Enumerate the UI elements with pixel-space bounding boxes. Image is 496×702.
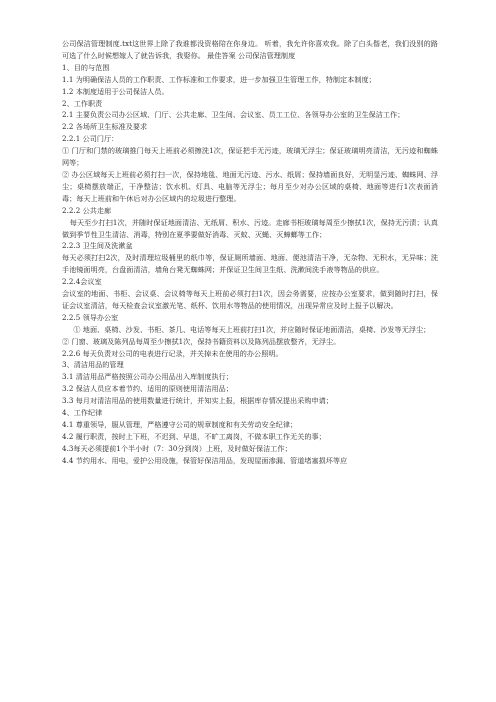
list-item-lobby-2: ② 办公区域每天上班前必须打扫一次，保持地毯、地面无污迹、污水、纸屑；保持墙面良好，无明显污迹、蜘蛛网、浮尘；桌椅摆放端正，干净整洁；饮水机、灯具、电脑等无浮尘；每月至少对办公区域的桌椅、地面等进行1次表面消毒；每天上班前和午休后对办公区域内的垃圾进行整理。 [62,169,438,203]
paragraph-4-4: 4.4 节约用水、用电，爱护公用设施，保管好保洁用品，发现屋面渗漏、管道堵塞损坏等应 [62,455,348,465]
paragraph-2-1: 2.1 主要负责公司办公区域、门厅、公共走廊、卫生间、会议室、员工工位、各领导办公室的卫生保洁工作； [62,110,405,120]
paragraph-3-1: 3.1 清洁用品严格按照公司办公用品出入库制度执行； [62,372,233,382]
paragraph-1-1: 1.1 为明确保洁人员的工作职责、工作标准和工作要求，进一步加强卫生管理工作，特制定本制度； [62,74,376,84]
paragraph-restroom: 每天必须打扫2次，及时清理垃圾桶里的纸巾等，保证厕所墙面、地面、便池清洁干净，无杂物、无积水，无异味；洗手池镜面明亮，台盘面清洁，墙角台凳无蜘蛛网；并保证卫生间卫生纸、洗漱间洗手液等物品的供应。 [62,253,438,275]
paragraph-2-2-6: 2.2.6 每天负责对公司的电表进行记录，并关掉未在使用的办公照明。 [62,348,283,358]
list-item-office-2: ② 门窗、玻璃及陈列品每周至少擦拭1次，保持书籍资料以及陈列品摆放整齐，无浮尘。 [62,336,341,346]
section-heading-4: 4、工作纪律 [62,408,103,418]
paragraph-3-3: 3.3 每月对清洁用品的使用数量进行统计，并知实上报，根据库存情况提出采购申请； [62,396,333,406]
paragraph-4-1: 4.1 尊重领导，服从管理，严格遵守公司的规章制度和有关劳动安全纪律； [62,420,298,429]
paragraph-meeting-room: 会议室的地面、书柜、会议桌、会议椅等每天上班前必须打扫1次，因会务需要，应按办公室要求，做到随时打扫，保证会议室清洁，每天检查会议室激光笔、纸杯、饮用水等物品的使用情况，出现异常应及时上报予以解决。 [62,289,438,310]
document-header-line: 公司保洁管理制度.txt这世界上除了我谁都没资格陪在你身边。 听着，我允许你喜欢我。除了白头偕老，我们没别的路可选了什么时候想嫁人了就告诉我，我娶你。 最佳答案 公司保洁管理制度 [62,39,438,60]
subheading-2-2-5: 2.2.5 领导办公室 [62,312,119,322]
list-item-office-1: ① 地面、桌椅、沙发、书柜、茶几、电话等每天上班前打扫1次，并应随时保证地面清洁，桌椅、沙发等无浮尘； [73,324,431,334]
section-heading-3: 3、清洁用品的管理 [62,360,124,370]
paragraph-corridor: 每天至少打扫1次，并随时保证地面清洁、无纸屑、积水、污迹。走廊书柜玻璃每周至少擦拭1次，保持无污渍；认真做到季节性卫生清洁、消毒，特别在夏季要做好消毒、灭蚊、灭蝇、灭蟑螂等工作； [62,217,438,239]
paragraph-3-2: 3.2 保洁人员应本着节约、适用的原则使用清洁用品； [62,384,233,394]
document-page [62,38,438,467]
paragraph-4-3: 4.3每天必须提前1个半小时（7：30分到岗）上班，及时做好保洁工作； [62,443,292,453]
subheading-2-2-1: 2.2.1 公司门厅： [62,134,119,144]
subheading-2-2-4: 2.2.4会议室 [62,277,102,287]
subheading-2-2-2: 2.2.2 公共走廊 [62,205,112,215]
paragraph-4-2: 4.2 履行职责，按时上下班，不迟到、早退，不旷工离岗，不做本职工作无关的事； [62,431,326,441]
subheading-2-2-3: 2.2.3 卫生间及洗漱盆 [62,241,133,251]
paragraph-1-2: 1.2 本制度适用于公司保洁人员。 [62,86,169,96]
paragraph-2-2: 2.2 各场所卫生标准及要求 [62,122,148,132]
list-item-lobby-1: ① 门厅和门禁的玻璃推门每天上班前必须擦洗1次，保证把手无污迹，玻璃无浮尘；保证玻璃明亮清洁，无污迹和蜘蛛网等； [62,146,438,168]
section-heading-2: 2、工作职责 [62,98,103,108]
section-heading-1: 1、目的与范围 [62,62,110,72]
